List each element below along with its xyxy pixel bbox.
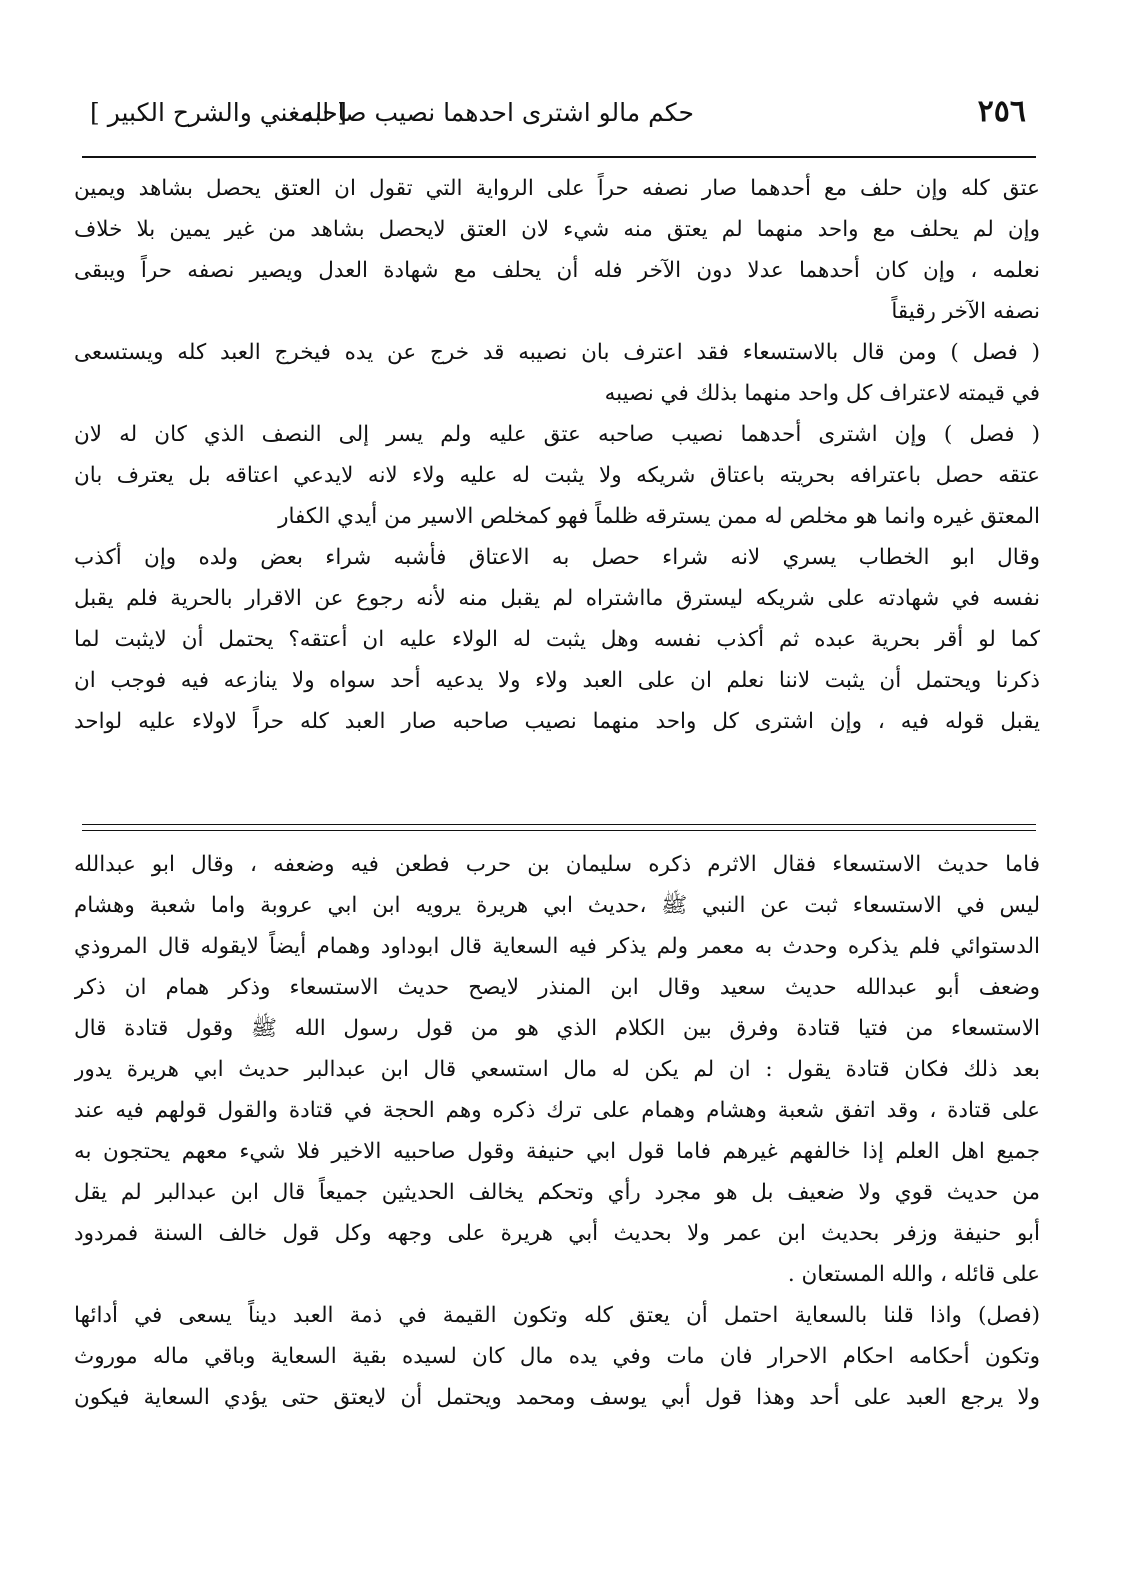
text-line: وإن لم يحلف مع واحد منهما لم يعتق منه شيء لان العتق لايحصل بشاهد من غير يمين بلا خلاف — [74, 217, 1040, 242]
text-line: عتق كله وإن حلف مع أحدهما صار نصفه حراً على الرواية التي تقول ان العتق يحصل بشاهد ويمين — [74, 176, 1040, 201]
text-line: ليس في الاستسعاء ثبت عن النبي ﷺ ،حديث ابي هريرة يرويه ابن ابي عروبة واما شعبة وهشام — [74, 893, 1040, 918]
footnote-text — [74, 844, 1040, 1418]
text-line: من حديث قوي ولا ضعيف بل هو مجرد رأي وتحكم يخالف الحديثين جميعاً قال ابن عبدالبر لم يقل — [74, 1180, 1040, 1205]
page-number: ٢٥٦ — [977, 94, 1026, 129]
text-line: ذكرنا ويحتمل أن يثبت لاننا نعلم ان على العبد ولاء ولا يدعيه أحد سواه ولا ينازعه فيه فوجب ان — [74, 668, 1040, 693]
text-line: أبو حنيفة وزفر بحديث ابن عمر ولا بحديث أبي هريرة على وجهه وكل قول خالف السنة فمردود — [74, 1221, 1040, 1246]
text-line: نعلمه ، وإن كان أحدهما عدلا دون الآخر فله أن يحلف مع شهادة العدل ويصير نصفه حراً ويبقى — [74, 258, 1040, 283]
text-line: ولا يرجع العبد على أحد وهذا قول أبي يوسف ومحمد ويحتمل أن لايعتق حتى يؤدي السعاية فيكون — [74, 1385, 1040, 1410]
text-line: المعتق غيره وانما هو مخلص له ممن يسترقه ظلماً فهو كمخلص الاسير من أيدي الكفار — [278, 504, 1040, 529]
text-line: على قائله ، والله المستعان . — [787, 1262, 1040, 1287]
text-line: نصفه الآخر رقيقاً — [891, 299, 1040, 324]
text-line: بعد ذلك فكان قتادة يقول : ان لم يكن له مال استسعي قال ابن عبدالبر حديث ابي هريرة يدور — [74, 1057, 1040, 1082]
text-line: يقبل قوله فيه ، وإن اشترى كل واحد منهما نصيب صاحبه صار العبد كله حراً لاولاء عليه لواحد — [74, 709, 1040, 734]
text-line: كما لو أقر بحرية عبده ثم أكذب نفسه وهل يثبت له الولاء عليه ان أعتقه؟ يحتمل أن لايثبت لما — [74, 627, 1040, 652]
text-line: نفسه في شهادته على شريكه ليسترق مااشتراه لم يقبل منه لأنه رجوع عن الاقرار بالحرية فلم يقبل — [74, 586, 1040, 611]
text-line: وقال ابو الخطاب يسري لانه شراء حصل به الاعتاق فأشبه شراء بعض ولده وإن أكذب — [74, 545, 1040, 570]
text-line: فاما حديث الاستسعاء فقال الاثرم ذكره سليمان بن حرب فطعن فيه وضعفه ، وقال ابو عبدالله — [74, 852, 1040, 877]
text-line: عتقه حصل باعترافه بحريته باعتاق شريكه ولا يثبت له عليه ولاء لانه لايدعي اعتاقه بل يعترف بان — [74, 463, 1040, 488]
text-line: في قيمته لاعتراف كل واحد منهما بذلك في نصيبه — [604, 381, 1040, 406]
text-line: وضعف أبو عبدالله حديث سعيد وقال ابن المنذر لايصح حديث الاستسعاء وذكر همام ان ذكر — [74, 975, 1040, 1000]
text-line: الاستسعاء من فتيا قتادة وفرق بين الكلام الذي هو من قول رسول الله ﷺ وقول قتادة قال — [74, 1016, 1040, 1041]
main-text — [74, 168, 1040, 742]
footnote-separator-bottom — [82, 830, 1036, 831]
chapter-title: حكم مالو اشترى احدهما نصيب صاحبه — [301, 98, 694, 127]
text-line: (فصل) واذا قلنا بالسعاية احتمل أن يعتق كله وتكون القيمة في ذمة العبد ديناً يسعى في أدائها — [74, 1303, 1040, 1328]
text-line: وتكون أحكامه احكام الاحرار فان مات وفي يده مال كان لسيده بقية السعاية وباقي ماله موروث — [74, 1344, 1040, 1369]
header-rule — [82, 156, 1036, 158]
footnote-separator-top — [82, 824, 1036, 825]
text-line: الدستوائي فلم يذكره وحدث به معمر ولم يذكر فيه السعاية قال ابوداود وهمام أيضاً لايقوله قال المروذي — [74, 934, 1040, 959]
text-line: ( فصل ) ومن قال بالاستسعاء فقد اعترف بان نصيبه قد خرج عن يده فيخرج العبد كله ويستسعى — [74, 340, 1040, 365]
book-title: [ المغني والشرح الكبير ] — [90, 98, 347, 127]
page-header — [84, 92, 1034, 142]
text-line: ( فصل ) وإن اشترى أحدهما نصيب صاحبه عتق عليه ولم يسر إلى النصف الذي كان له لان — [74, 422, 1040, 447]
text-line: على قتادة ، وقد اتفق شعبة وهشام وهمام على ترك ذكره وهم الحجة في قتادة والقول قولهم فيه عند — [74, 1098, 1040, 1123]
text-line: جميع اهل العلم إذا خالفهم غيرهم فاما قول ابي حنيفة وقول صاحبيه الاخير فلا شيء معهم يحتجون به — [74, 1139, 1040, 1164]
